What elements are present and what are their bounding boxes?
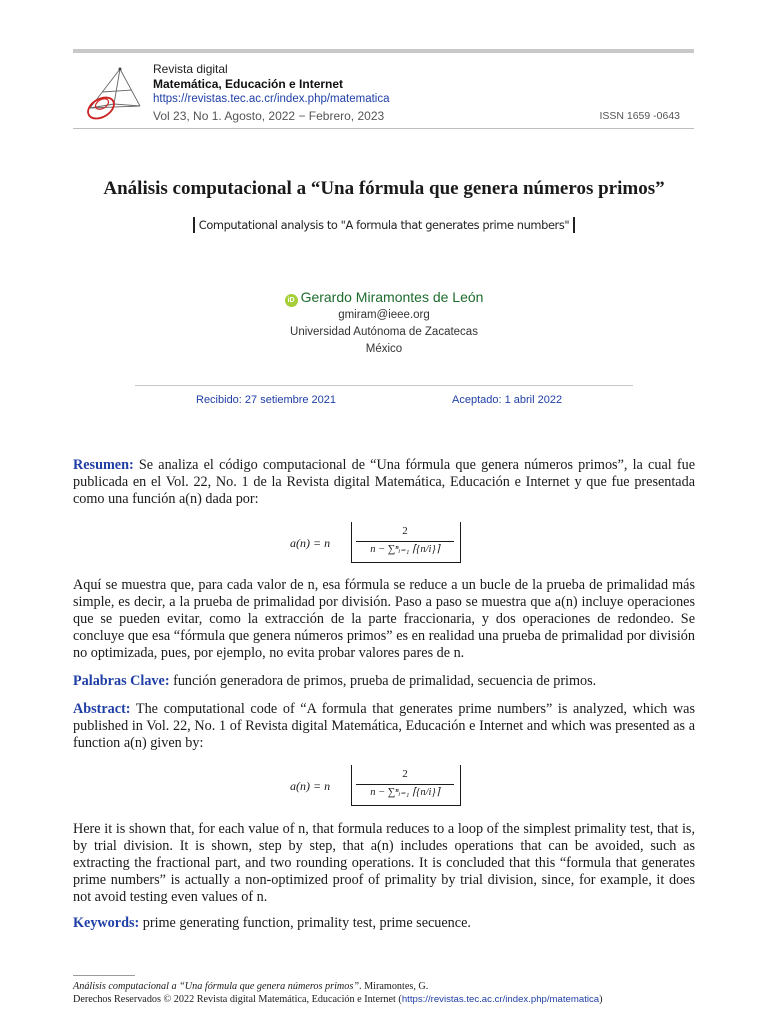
author-country: México xyxy=(365,343,403,355)
footer-rights xyxy=(73,993,713,1006)
keywords-label: Keywords: xyxy=(73,915,140,931)
accepted-date: Aceptado: 1 abril 2022 xyxy=(452,394,563,406)
abstract-body: Here it is shown that, for each value of n, that formula reduces to a loop of the simplest primality test, that is, by trial division. It is shown, step by step, that a(n) includes operations that can be avoided, such as extracting the fractional part, and two rounding operations. It is concluded that this “formula that generates prime numbers” is actually a non-optimized proof of primality by trial division, since, for example, it does not avoid testing even values of n. xyxy=(73,821,695,905)
footer-rights-text: Derechos Reservados © 2022 Revista digital Matemática, Educación e Internet ( xyxy=(73,994,402,1005)
footer-citation-title: Análisis computacional a “Una fórmula que genera números primos” xyxy=(73,981,360,992)
author-name-line xyxy=(40,289,728,307)
keywords xyxy=(73,915,695,932)
subtitle-text: Computational analysis to "A formula that generates prime numbers" xyxy=(198,218,570,232)
footer-rights-close: ) xyxy=(599,994,603,1005)
formula-denominator: n − ∑ⁿᵢ₌₁ ⌈{n/i}⌉ xyxy=(370,787,440,798)
footer-rule xyxy=(73,975,135,976)
header-divider xyxy=(73,128,694,129)
formula-numerator: 2 xyxy=(402,768,408,780)
abstract-intro-text: The computational code of “A formula that generates prime numbers” is analyzed, which was published in Vol. 22, No. 1 of Revista digital Matemática, Educación e Internet and which was presented as a function a(n) given by: xyxy=(73,701,695,751)
article-title: Análisis computacional a “Una fórmula que genera números primos” xyxy=(103,178,665,199)
resumen-intro-text: Se analiza el código computacional de “Una fórmula que genera números primos”, la cual fue publicada en el Vol. 22, No. 1 de la Revista digital Matemática, Educación e Internet y que fue presentada como una función a(n) dada por: xyxy=(73,457,695,507)
subtitle-bar-right xyxy=(573,217,575,233)
footer xyxy=(73,980,713,1006)
footer-citation-author: . Miramontes, G. xyxy=(359,981,429,992)
fraction-line xyxy=(356,784,454,785)
resumen-label: Resumen: xyxy=(73,457,134,473)
resumen-body: Aquí se muestra que, para cada valor de n, esa fórmula se reduce a un bucle de la prueba de primalidad más simple, es decir, a la prueba de primalidad por división. Paso a paso se muestra que a(n) incluye operaciones que se pueden evitar, como la extracción de la parte fraccionaria, y dos operaciones de redondeo. Se concluye que esa “fórmula que genera números primos” es en realidad una prueba de primalidad por división no optimizada, pues, por ejemplo, no evita probar valores pares de n. xyxy=(73,577,695,661)
palabras-clave xyxy=(73,673,695,690)
formula-denominator: n − ∑ⁿᵢ₌₁ ⌈{n/i}⌉ xyxy=(370,544,440,555)
formula-abstract xyxy=(290,765,470,809)
journal-volume xyxy=(153,109,693,124)
author-affiliation: Universidad Autónoma de Zacatecas xyxy=(290,326,478,338)
formula-lhs: a(n) = n xyxy=(290,779,331,793)
author-email: gmiram@ieee.org xyxy=(338,309,430,321)
journal-header xyxy=(153,62,693,124)
received-date: Recibido: 27 setiembre 2021 xyxy=(196,394,337,406)
footer-journal-link[interactable]: https://revistas.tec.ac.cr/index.php/matematica xyxy=(401,994,600,1005)
footer-citation xyxy=(73,980,713,993)
keywords-text: prime generating function, primality test, prime secuence. xyxy=(142,915,471,931)
palabras-clave-label: Palabras Clave: xyxy=(73,673,170,689)
author-name: Gerardo Miramontes de León xyxy=(300,289,484,305)
header-top-rule xyxy=(73,49,694,53)
article-subtitle xyxy=(40,217,728,233)
formula-lhs: a(n) = n xyxy=(290,536,331,550)
abstract-intro xyxy=(73,701,695,752)
abstract-label: Abstract: xyxy=(73,701,131,717)
author-block xyxy=(40,289,728,358)
volume-text: Vol 23, No 1. Agosto, 2022 − Febrero, 2023 xyxy=(153,109,385,123)
journal-kicker: Revista digital xyxy=(153,62,228,76)
subtitle-bar-left xyxy=(193,217,195,233)
resumen-intro xyxy=(73,457,695,508)
orcid-icon[interactable]: iD xyxy=(285,294,298,307)
formula-numerator: 2 xyxy=(402,525,408,537)
palabras-clave-text: función generadora de primos, prueba de primalidad, secuencia de primos. xyxy=(173,673,597,689)
issn: ISSN 1659 -0643 xyxy=(599,110,680,122)
journal-logo xyxy=(80,64,146,126)
dates-divider xyxy=(135,385,633,386)
fraction-line xyxy=(356,541,454,542)
formula-resumen xyxy=(290,522,470,566)
journal-url-link[interactable]: https://revistas.tec.ac.cr/index.php/matematica xyxy=(153,93,390,105)
journal-name: Matemática, Educación e Internet xyxy=(153,77,344,91)
